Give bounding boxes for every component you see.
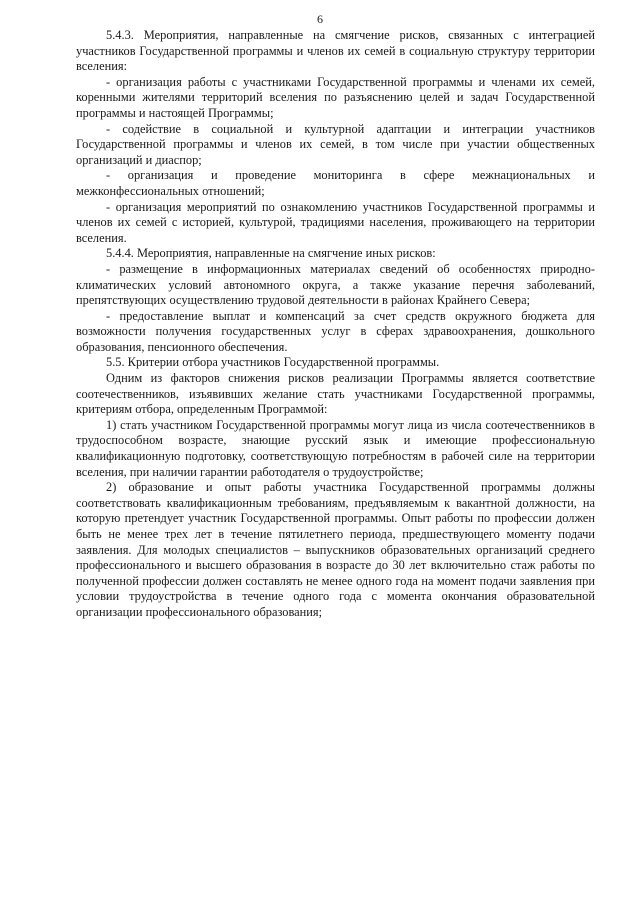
list-item-payments-compensation: - предоставление выплат и компенсаций за счет средств окружного бюджета для возможности получения государственных услуг в сферах здравоохранения, дошкольного образования, пенсионного обеспечения. xyxy=(76,308,595,354)
criterion-2: 2) образование и опыт работы участника Государственной программы должны соответствовать квалификационным требованиям, предъявляемым к вакантной должности, на которую претендует участник Государственной программы. Опыт работы по профессии должен быть не менее трех лет в течение пятилетнего периода, предшествующего моменту подачи заявления. Для молодых специалистов – выпускников образовательных организаций среднего профессионального и высшего образования в возрасте до 30 лет включительно стаж работы по полученной профессии должен составлять не менее одного года на момент подачи заявления при условии трудоустройства в течение одного года с момента окончания образовательной организации профессионального образования; xyxy=(76,480,595,619)
page-number: 6 xyxy=(317,12,323,26)
list-item-explanation-work: - организация работы с участниками Государственной программы и членами их семей, коренными жителями территорий вселения по разъяснению целей и задач Государственной программы и настоящей Программы; xyxy=(76,74,595,120)
selection-criteria-intro: Одним из факторов снижения рисков реализации Программы является соответствие соотечественников, изъявивших желание стать участниками Государственной программы, критериям отбора, определенным Программой: xyxy=(76,371,595,417)
list-item-climate-information: - размещение в информационных материалах сведений об особенностях природно-климатических условий автономного округа, а также указание перечня заболеваний, препятствующих осуществлению трудовой деятельности в районах Крайнего Севера; xyxy=(76,261,595,308)
section-5-5-heading: 5.5. Критерии отбора участников Государственной программы. xyxy=(106,355,440,370)
section-5-4-3-heading: 5.4.3. Мероприятия, направленные на смягчение рисков, связанных с интеграцией участников Государственной программы и членов их семей в социальную структуру территории вселения: xyxy=(76,28,595,74)
list-item-adaptation-assistance: - содействие в социальной и культурной адаптации и интеграции участников Государственной программы и членов их семей, в том числе при участии общественных организаций и диаспор; xyxy=(76,121,595,167)
criterion-1: 1) стать участником Государственной программы могут лица из числа соотечественников в трудоспособном возрасте, знающие русский язык и имеющие профессиональную квалификационную подготовку, соответствующую потребностям в рабочей силе на территории вселения, при наличии гарантии работодателя о трудоустройстве; xyxy=(76,417,595,479)
list-item-familiarization-events: - организация мероприятий по ознакомлению участников Государственной программы и членов их семей с историей, культурой, традициями населения, проживающего на территории вселения. xyxy=(76,199,595,245)
list-item-monitoring: - организация и проведение мониторинга в сфере межнациональных и межконфессиональных отношений; xyxy=(76,168,595,198)
document-body xyxy=(76,28,595,621)
section-5-4-4-heading: 5.4.4. Мероприятия, направленные на смягчение иных рисков: xyxy=(106,246,436,261)
